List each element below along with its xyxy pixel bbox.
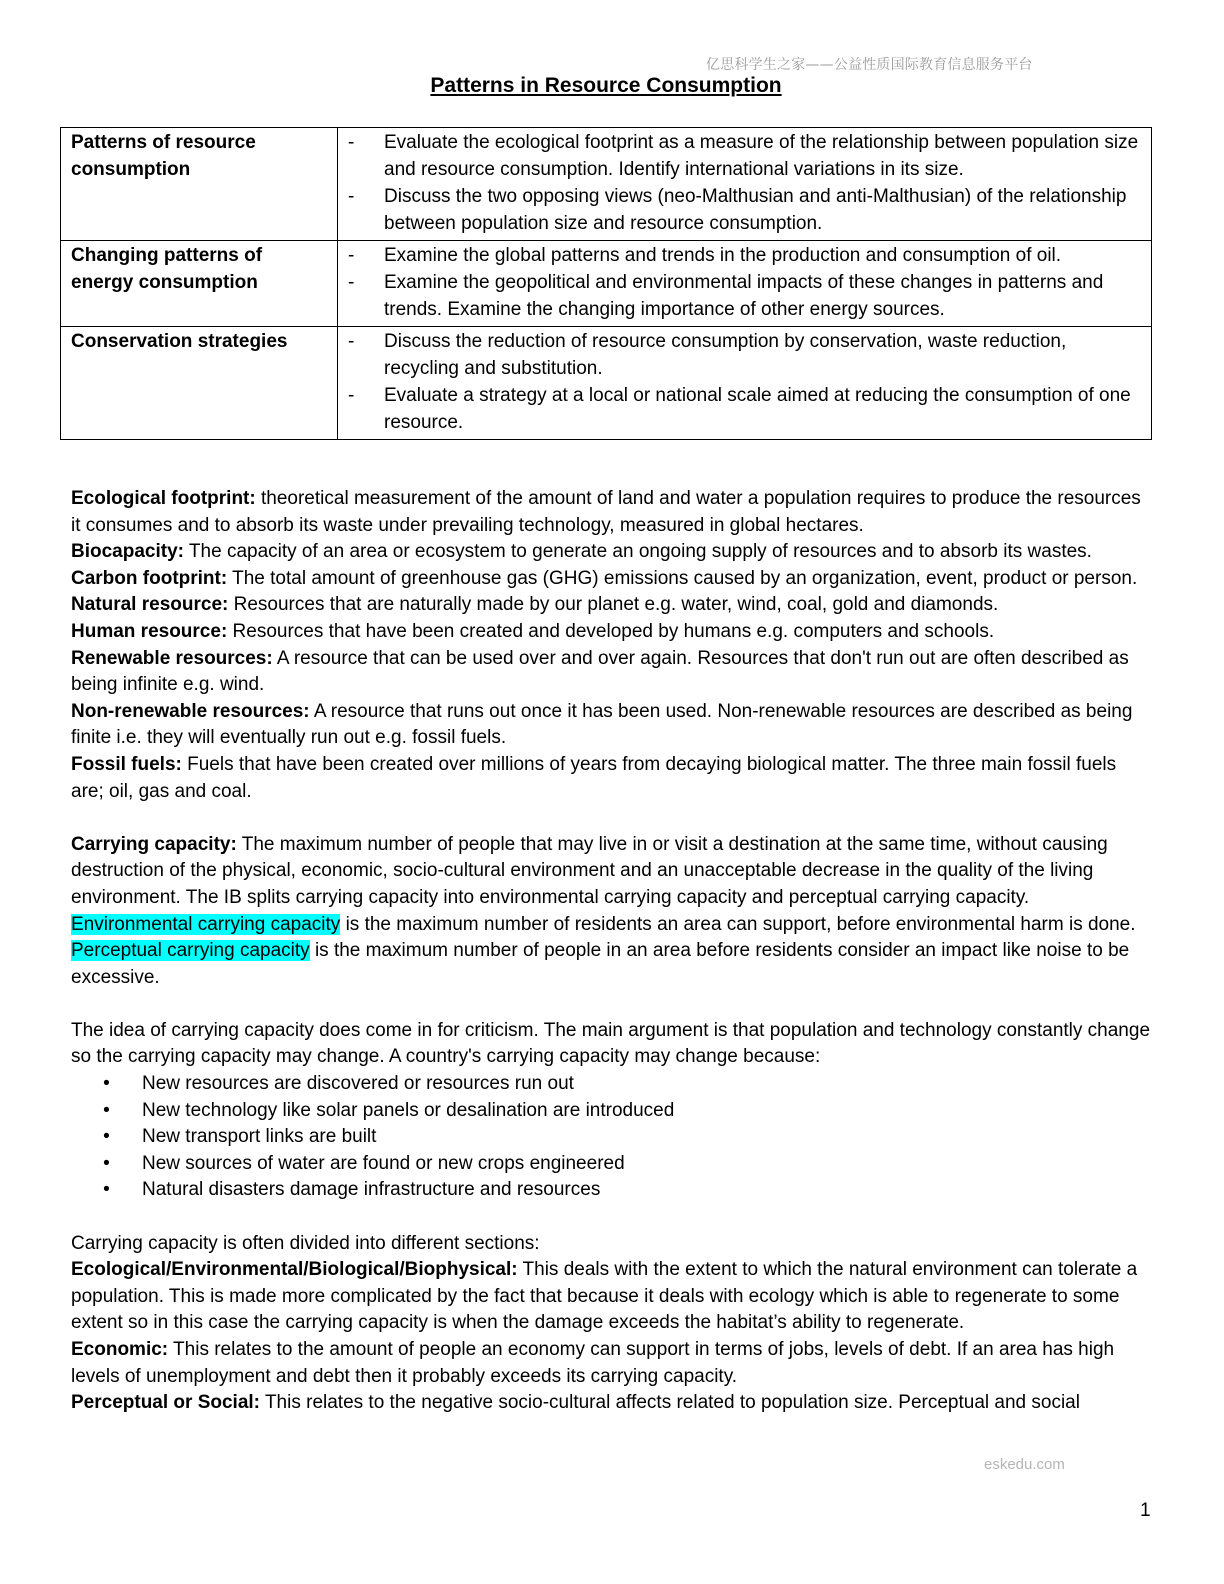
watermark-top: 亿思科学生之家——公益性质国际教育信息服务平台	[706, 57, 1033, 73]
bullet-text: New transport links are built	[142, 1126, 377, 1148]
definition-term: Ecological/Environmental/Biological/Biophysical:	[71, 1259, 518, 1281]
point-text: Examine the geopolitical and environmental impacts of these changes in patterns and trends. Examine the changing importance of other energy sources.	[384, 272, 1104, 320]
section-definition	[71, 1257, 1151, 1337]
table-row	[61, 128, 1152, 241]
list-item	[71, 1151, 1151, 1178]
dash-bullet: -	[348, 132, 355, 153]
bullet-text: Natural disasters damage infrastructure and resources	[142, 1179, 601, 1201]
carrying-capacity-paragraph	[71, 832, 1151, 992]
dash-bullet: -	[348, 245, 355, 266]
bullet-text: New sources of water are found or new crops engineered	[142, 1152, 625, 1174]
topic-cell: Patterns of resource consumption	[61, 128, 338, 241]
definition-text: The capacity of an area or ecosystem to generate an ongoing supply of resources and to absorb its wastes.	[183, 541, 1092, 563]
definition	[71, 539, 1151, 566]
highlight-environmental: Environmental carrying capacity	[71, 913, 341, 935]
list-item	[348, 382, 1143, 436]
bullet-icon: •	[103, 1073, 110, 1095]
definition-text: Fuels that have been created over millions of years from decaying biological matter. The three main fossil fuels are; oil, gas and coal.	[71, 753, 1117, 802]
dash-bullet: -	[348, 272, 355, 293]
highlight-perceptual: Perceptual carrying capacity	[71, 940, 310, 962]
list-item	[71, 1124, 1151, 1151]
definition-term: Carbon footprint:	[71, 567, 228, 589]
paragraph-text: is the maximum number of people in an area before residents consider an impact like noise to be excessive.	[71, 940, 1130, 988]
definition-term: Human resource:	[71, 620, 228, 642]
sections-intro: Carrying capacity is often divided into different sections:	[71, 1232, 540, 1254]
list-item	[71, 1098, 1151, 1125]
document-body	[71, 486, 1151, 1417]
definition	[71, 752, 1151, 805]
point-text: Examine the global patterns and trends in the production and consumption of oil.	[384, 245, 1062, 266]
list-item	[71, 1177, 1151, 1204]
table-row	[61, 241, 1152, 327]
definition	[71, 699, 1151, 752]
list-item	[348, 183, 1143, 237]
list-item	[348, 242, 1143, 269]
list-item	[348, 129, 1143, 183]
section-definition	[71, 1337, 1151, 1390]
definition-term: Ecological footprint:	[71, 488, 256, 509]
dash-bullet: -	[348, 331, 355, 352]
definition-term: Biocapacity:	[71, 541, 184, 563]
page-number: 1	[1140, 1500, 1151, 1521]
point-text: Evaluate the ecological footprint as a measure of the relationship between population size and resource consumption. Identify international variations in its size.	[384, 132, 1139, 180]
bullet-text: New technology like solar panels or desalination are introduced	[142, 1099, 675, 1121]
points-cell	[338, 128, 1152, 241]
definition	[71, 646, 1151, 699]
definition-text: Resources that are naturally made by our planet e.g. water, wind, coal, gold and diamonds.	[228, 594, 999, 616]
criticism-paragraph: The idea of carrying capacity does come in for criticism. The main argument is that population and technology constantly change so the carrying capacity may change. A country's carrying capacity may change because:	[71, 1019, 1151, 1068]
table-row	[61, 327, 1152, 440]
paragraph-text: is the maximum number of residents an area can support, before environmental harm is done.	[340, 913, 1136, 935]
points-cell	[338, 327, 1152, 440]
definition	[71, 619, 1151, 646]
definition	[71, 486, 1151, 539]
definition-text: This relates to the amount of people an economy can support in terms of jobs, levels of debt. If an area has high levels of unemployment and debt then it probably exceeds its carrying capacity.	[71, 1339, 1115, 1387]
list-item	[348, 328, 1143, 382]
topic-cell: Changing patterns of energy consumption	[61, 241, 338, 327]
change-factors-list	[71, 1071, 1151, 1204]
definition-text: This relates to the negative socio-cultural affects related to population size. Perceptual and social	[260, 1392, 1080, 1414]
definition	[71, 592, 1151, 619]
bullet-icon: •	[103, 1179, 110, 1201]
points-cell	[338, 241, 1152, 327]
watermark-bottom: eskedu.com	[984, 1456, 1065, 1473]
bullet-text: New resources are discovered or resources run out	[142, 1073, 574, 1095]
definition-text: The total amount of greenhouse gas (GHG) emissions caused by an organization, event, product or person.	[227, 567, 1138, 589]
point-text: Evaluate a strategy at a local or national scale aimed at reducing the consumption of one resource.	[384, 385, 1131, 433]
point-text: Discuss the reduction of resource consumption by conservation, waste reduction, recycling and substitution.	[384, 331, 1067, 379]
section-definition	[71, 1390, 1151, 1417]
definition-term: Renewable resources:	[71, 647, 273, 669]
syllabus-table	[60, 127, 1152, 440]
definition-term: Carrying capacity:	[71, 833, 237, 855]
definition-term: Natural resource:	[71, 594, 229, 616]
dash-bullet: -	[348, 385, 355, 406]
bullet-icon: •	[103, 1152, 110, 1174]
definition-text: A resource that runs out once it has been used. Non-renewable resources are described as being finite i.e. they will eventually run out e.g. fossil fuels.	[71, 700, 1133, 749]
definition-term: Non-renewable resources:	[71, 700, 310, 722]
dash-bullet: -	[348, 186, 355, 207]
definition-term: Economic:	[71, 1339, 169, 1360]
definition-text: This deals with the extent to which the natural environment can tolerate a population. This is made more complicated by the fact that because it deals with ecology which is able to regenerate to some extent so in this case the carrying capacity is when the damage exceeds the habitat’s ability to regenerate.	[71, 1259, 1138, 1334]
topic-cell: Conservation strategies	[61, 327, 338, 440]
paragraph-text: The maximum number of people that may live in or visit a destination at the same time, without causing destruction of the physical, economic, socio-cultural environment and an unacceptable decrease in the quality of the living environment. The IB splits carrying capacity into environmental carrying capacity and perceptual carrying capacity.	[71, 833, 1108, 908]
bullet-icon: •	[103, 1099, 110, 1121]
definition-term: Perceptual or Social:	[71, 1392, 261, 1414]
list-item	[71, 1071, 1151, 1098]
definition-term: Fossil fuels:	[71, 753, 182, 775]
definition-text: Resources that have been created and developed by humans e.g. computers and schools.	[227, 620, 995, 642]
definition-text: theoretical measurement of the amount of land and water a population requires to produce the resources it consumes and to absorb its waste under prevailing technology, measured in global hectares.	[71, 488, 1141, 536]
definition-text: A resource that can be used over and over again. Resources that don't run out are often described as being infinite e.g. wind.	[71, 647, 1129, 696]
page-title: Patterns in Resource Consumption	[430, 74, 782, 97]
list-item	[348, 269, 1143, 323]
definition	[71, 566, 1151, 593]
point-text: Discuss the two opposing views (neo-Malthusian and anti-Malthusian) of the relationship between population size and resource consumption.	[384, 186, 1127, 234]
bullet-icon: •	[103, 1126, 110, 1148]
